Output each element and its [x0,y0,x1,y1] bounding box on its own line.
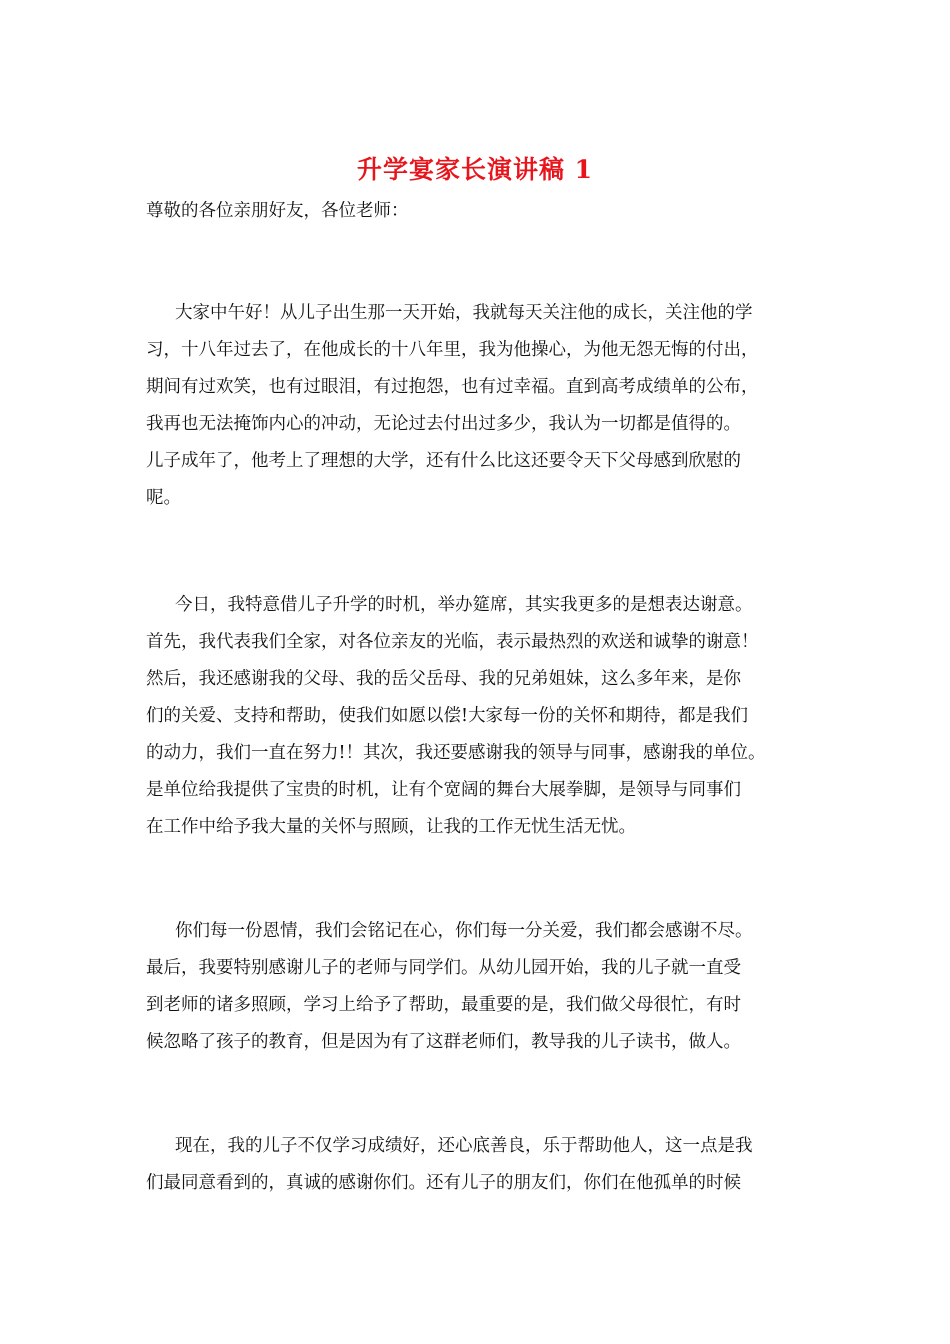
paragraph-line: 呢。 [146,488,181,508]
paragraph-line: 们最同意看到的，真诚的感谢你们。还有儿子的朋友们，你们在他孤单的时候 [146,1173,741,1193]
paragraph-line: 到老师的诸多照顾，学习上给予了帮助，最重要的是，我们做父母很忙，有时 [146,995,741,1015]
paragraph-line: 你们每一份恩情，我们会铭记在心，你们每一分关爱，我们都会感谢不尽。 [175,921,753,941]
paragraph-line: 们的关爱、支持和帮助，使我们如愿以偿!大家每一份的关怀和期待，都是我们 [146,706,749,726]
paragraph-line: 我再也无法掩饰内心的冲动，无论过去付出过多少，我认为一切都是值得的。 [146,414,741,434]
paragraph-line: 大家中午好！从儿子出生那一天开始，我就每天关注他的成长，关注他的学 [175,303,753,323]
paragraph-line: 在工作中给予我大量的关怀与照顾，让我的工作无忧生活无忧。 [146,817,636,837]
paragraph-line: 现在，我的儿子不仅学习成绩好，还心底善良，乐于帮助他人，这一点是我 [175,1136,753,1156]
paragraph-line: 期间有过欢笑，也有过眼泪，有过抱怨，也有过幸福。直到高考成绩单的公布， [146,377,759,397]
document-title: 升学宴家长演讲稿 1 [356,155,594,184]
paragraph-line: 的动力，我们一直在努力!！其次，我还要感谢我的领导与同事，感谢我的单位。 [146,743,766,763]
salutation: 尊敬的各位亲朋好友，各位老师： [146,201,409,221]
paragraph-line: 然后，我还感谢我的父母、我的岳父岳母、我的兄弟姐妹，这么多年来，是你 [146,669,741,689]
paragraph-line: 候忽略了孩子的教育，但是因为有了这群老师们，教导我的儿子读书，做人。 [146,1032,741,1052]
paragraph-line: 是单位给我提供了宝贵的时机，让有个宽阔的舞台大展拳脚，是领导与同事们 [146,780,741,800]
paragraph-line: 最后，我要特别感谢儿子的老师与同学们。从幼儿园开始，我的儿子就一直受 [146,958,741,978]
paragraph-line: 首先，我代表我们全家，对各位亲友的光临，表示最热烈的欢送和诚挚的谢意！ [146,632,759,652]
paragraph-line: 儿子成年了，他考上了理想的大学，还有什么比这还要令天下父母感到欣慰的 [146,451,741,471]
paragraph-line: 习，十八年过去了，在他成长的十八年里，我为他操心，为他无怨无悔的付出， [146,340,759,360]
paragraph-line: 今日，我特意借儿子升学的时机，举办筵席，其实我更多的是想表达谢意。 [175,595,753,615]
